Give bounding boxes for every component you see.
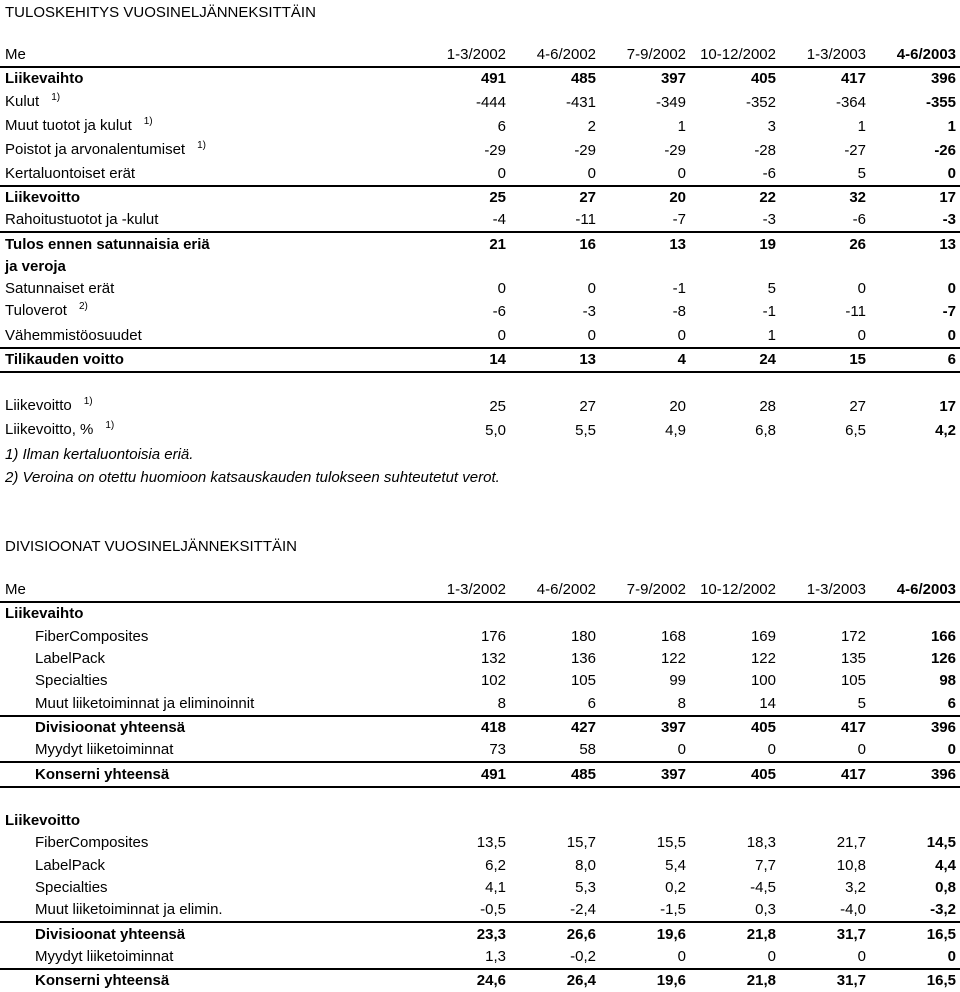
value-cell (870, 256, 960, 278)
value-cell: 396 (870, 716, 960, 739)
value-cell: 13 (600, 232, 690, 255)
quarterly-results-table (0, 44, 960, 443)
row-label (0, 419, 414, 443)
value-cell: 15,5 (656, 834, 686, 852)
value-cell: -431 (565, 93, 596, 111)
value-cell: 26,6 (510, 922, 600, 945)
value-cell: 418 (414, 716, 510, 739)
value-cell: -7 (672, 211, 686, 229)
value-cell: 58 (579, 741, 596, 759)
table-row (0, 692, 960, 715)
row-label-text: Satunnaiset erät (5, 280, 115, 298)
value-cell: 4,2 (935, 422, 956, 440)
value-cell: 417 (840, 70, 866, 88)
row-label-text: Tuloverot (5, 302, 67, 320)
value-cell: 172 (840, 627, 866, 645)
value-cell: 0 (497, 280, 506, 298)
group-heading-row (0, 810, 960, 832)
row-label: Konserni yhteensä (0, 762, 414, 786)
header-period: 10-12/2002 (690, 579, 780, 602)
table-row (0, 139, 960, 163)
value-cell: 485 (570, 70, 596, 88)
table-row (0, 209, 960, 232)
value-cell: 26,4 (510, 969, 600, 992)
value-cell: 4,4 (935, 856, 956, 874)
spacer-cell (0, 372, 960, 395)
value-cell: 14,5 (926, 834, 956, 852)
row-label (0, 163, 414, 186)
table-row (0, 186, 960, 209)
row-label (0, 67, 414, 90)
value-cell: 1,3 (485, 947, 506, 965)
row-label: FiberComposites (35, 627, 149, 645)
value-cell: 16,5 (870, 969, 960, 992)
spacer-row (0, 372, 960, 395)
value-cell: 7,7 (755, 856, 776, 874)
value-cell: 6 (587, 694, 596, 712)
row-label-text: Liikevoitto, % (5, 421, 94, 439)
row-label-text: ja veroja (5, 257, 66, 275)
value-cell: 21 (414, 232, 510, 255)
table-row (0, 395, 960, 419)
row-label: LabelPack (35, 856, 106, 874)
footnote-1: 1) Ilman kertaluontoisia eriä. (5, 446, 194, 463)
value-cell: 0,8 (935, 879, 956, 896)
value-cell: 21,8 (690, 922, 780, 945)
table-row (0, 739, 960, 762)
value-cell: 28 (759, 398, 776, 416)
value-cell: 168 (660, 627, 686, 645)
header-period: 4-6/2002 (510, 44, 600, 67)
table-row (0, 300, 960, 324)
table-row (0, 946, 960, 969)
value-cell: 0,2 (665, 879, 686, 896)
row-label: Myydyt liiketoiminnat (35, 741, 174, 759)
value-cell: 0 (767, 947, 776, 965)
footnote-marker: 2) (78, 301, 88, 313)
group-heading: Liikevoitto (5, 812, 81, 830)
value-cell: -28 (754, 141, 776, 159)
value-cell (690, 256, 780, 278)
value-cell: 25 (489, 398, 506, 416)
table-row (0, 163, 960, 186)
table-row (0, 626, 960, 648)
row-label: FiberComposites (35, 834, 149, 852)
value-cell: -444 (475, 93, 506, 111)
value-cell: 122 (750, 650, 776, 668)
value-cell: 0 (947, 164, 956, 182)
value-cell: 4,9 (665, 422, 686, 440)
row-label: Specialties (35, 879, 108, 896)
footnote-marker: 1) (105, 420, 115, 432)
table-row (0, 877, 960, 899)
row-label-text: Vähemmistöosuudet (5, 326, 142, 344)
row-label: LabelPack (35, 650, 106, 668)
table-row (0, 256, 960, 278)
footnote-marker: 1) (83, 396, 93, 408)
value-cell: 27 (510, 186, 600, 209)
row-label: Muut liiketoiminnat ja elimin. (35, 901, 223, 919)
row-label (0, 232, 414, 255)
value-cell (600, 256, 690, 278)
value-cell: -26 (934, 141, 956, 159)
value-cell: 2 (587, 117, 596, 135)
value-cell: 100 (750, 672, 776, 690)
value-cell: 5,5 (575, 422, 596, 440)
value-cell: 17 (939, 398, 956, 416)
footnote-marker: 1) (197, 139, 207, 151)
value-cell: 31,7 (780, 922, 870, 945)
value-cell: 1 (857, 117, 866, 135)
row-label (0, 256, 414, 278)
table-row (0, 716, 960, 739)
value-cell: 135 (840, 650, 866, 668)
value-cell: 22 (690, 186, 780, 209)
value-cell: 21,8 (690, 969, 780, 992)
value-cell: 25 (414, 186, 510, 209)
value-cell: -2,4 (570, 901, 596, 919)
group-heading: Liikevaihto (5, 605, 84, 623)
value-cell: 19 (690, 232, 780, 255)
value-cell: -352 (745, 93, 776, 111)
header-period: 4-6/2003 (870, 579, 960, 602)
row-label (0, 186, 414, 209)
value-cell: 417 (780, 762, 870, 786)
spacer-row (0, 787, 960, 810)
row-label (0, 139, 414, 163)
value-cell: 0 (497, 164, 506, 182)
value-cell: 6 (870, 348, 960, 372)
value-cell: -6 (852, 211, 866, 229)
header-unit: Me (0, 579, 414, 602)
row-label (0, 278, 414, 300)
value-cell: -11 (575, 211, 596, 229)
value-cell: 24,6 (414, 969, 510, 992)
value-cell: 4,1 (485, 879, 506, 896)
row-label: Specialties (35, 672, 108, 690)
value-cell: -349 (655, 93, 686, 111)
row-label-text: Rahoitustuotot ja -kulut (5, 211, 159, 229)
row-label-text: Liikevoitto (5, 397, 72, 415)
value-cell (510, 256, 600, 278)
value-cell: -3 (942, 211, 956, 229)
value-cell: -11 (845, 303, 866, 321)
value-cell: 397 (660, 70, 686, 88)
value-cell: 6 (497, 117, 506, 135)
value-cell: 6,5 (845, 422, 866, 440)
value-cell: 0,3 (755, 901, 776, 919)
row-label-text: Tulos ennen satunnaisia eriä (5, 235, 210, 253)
table-row (0, 899, 960, 922)
table-header-row (0, 579, 960, 602)
table-row (0, 969, 960, 992)
value-cell: -29 (484, 141, 506, 159)
row-label: Divisioonat yhteensä (0, 922, 414, 945)
value-cell: -4,5 (750, 879, 776, 896)
value-cell: 3,2 (845, 879, 866, 896)
value-cell: 5,3 (575, 879, 596, 896)
value-cell: 27 (579, 398, 596, 416)
value-cell: 0 (587, 280, 596, 298)
header-period: 4-6/2002 (510, 579, 600, 602)
header-period: 1-3/2003 (780, 579, 870, 602)
value-cell: 13 (510, 348, 600, 372)
value-cell: 0 (857, 326, 866, 344)
value-cell: 1 (947, 117, 956, 135)
value-cell: 19,6 (600, 969, 690, 992)
value-cell: 0 (497, 326, 506, 344)
table-row (0, 115, 960, 139)
value-cell: -3 (582, 303, 596, 321)
footnote-marker: 1) (51, 91, 61, 103)
value-cell: -29 (574, 141, 596, 159)
value-cell: 98 (939, 672, 956, 690)
value-cell: -3,2 (930, 901, 956, 919)
value-cell: -364 (835, 93, 866, 111)
value-cell: 405 (750, 70, 776, 88)
table-row (0, 278, 960, 300)
value-cell: 0 (587, 326, 596, 344)
row-label-text: Muut tuotot ja kulut (5, 116, 132, 134)
value-cell: 6,2 (485, 856, 506, 874)
table-row (0, 762, 960, 786)
value-cell: 0 (857, 741, 866, 759)
value-cell: 176 (480, 627, 506, 645)
value-cell (414, 256, 510, 278)
value-cell: 5,0 (485, 422, 506, 440)
value-cell: 5 (857, 164, 866, 182)
value-cell: 166 (930, 627, 956, 645)
value-cell: -7 (942, 303, 956, 321)
row-label: Konserni yhteensä (0, 969, 414, 992)
value-cell: 405 (690, 716, 780, 739)
header-period: 1-3/2002 (414, 44, 510, 67)
value-cell: 0 (947, 326, 956, 344)
value-cell: 105 (840, 672, 866, 690)
header-period: 10-12/2002 (690, 44, 780, 67)
value-cell: 20 (669, 398, 686, 416)
header-period: 7-9/2002 (600, 579, 690, 602)
value-cell: 15,7 (566, 834, 596, 852)
value-cell: 14 (759, 694, 776, 712)
value-cell: 16,5 (870, 922, 960, 945)
table-row (0, 232, 960, 255)
value-cell: 32 (780, 186, 870, 209)
value-cell: -29 (664, 141, 686, 159)
section1-title: TULOSKEHITYS VUOSINELJÄNNEKSITTÄIN (5, 4, 316, 21)
value-cell: 491 (414, 762, 510, 786)
footnote-2: 2) Veroina on otettu huomioon katsauskauden tulokseen suhteutetut verot. (5, 469, 500, 486)
value-cell: 105 (570, 672, 596, 690)
value-cell: 5,4 (665, 856, 686, 874)
value-cell: 14 (414, 348, 510, 372)
row-label-text: Kulut (5, 92, 40, 110)
value-cell: 397 (600, 716, 690, 739)
value-cell: -1 (672, 280, 686, 298)
table-row (0, 91, 960, 115)
value-cell: 136 (570, 650, 596, 668)
value-cell: 6,8 (755, 422, 776, 440)
footnote-marker: 1) (143, 115, 153, 127)
row-label-text: Kertaluontoiset erät (5, 164, 136, 182)
value-cell: 405 (690, 762, 780, 786)
value-cell: 5 (857, 694, 866, 712)
value-cell: 126 (930, 650, 956, 668)
value-cell: 0 (857, 947, 866, 965)
value-cell: 4 (600, 348, 690, 372)
row-label-text: Tilikauden voitto (5, 350, 124, 368)
table-row (0, 922, 960, 945)
table-header-row (0, 44, 960, 67)
row-label: Muut liiketoiminnat ja eliminoinnit (35, 694, 255, 712)
value-cell: -6 (762, 164, 776, 182)
value-cell: 8,0 (575, 856, 596, 874)
group-heading-row (0, 602, 960, 625)
value-cell: 0 (587, 164, 596, 182)
value-cell: 0 (677, 164, 686, 182)
value-cell: 396 (870, 762, 960, 786)
table-row (0, 855, 960, 877)
row-label (0, 209, 414, 232)
value-cell: -6 (492, 303, 506, 321)
table-row (0, 670, 960, 692)
value-cell: 13,5 (476, 834, 506, 852)
value-cell: 27 (849, 398, 866, 416)
value-cell: 73 (489, 741, 506, 759)
value-cell: 3 (767, 117, 776, 135)
value-cell: 397 (600, 762, 690, 786)
row-label (0, 348, 414, 372)
value-cell: -355 (925, 93, 956, 111)
value-cell: 26 (780, 232, 870, 255)
value-cell (780, 256, 870, 278)
value-cell: 18,3 (746, 834, 776, 852)
value-cell: 102 (480, 672, 506, 690)
value-cell: 8 (677, 694, 686, 712)
spacer-cell (0, 787, 960, 810)
value-cell: 180 (570, 627, 596, 645)
divisions-table (0, 579, 960, 992)
value-cell: 122 (660, 650, 686, 668)
table-row (0, 348, 960, 372)
value-cell: 132 (480, 650, 506, 668)
row-label (0, 115, 414, 139)
table-row (0, 324, 960, 347)
value-cell: 17 (870, 186, 960, 209)
value-cell: 24 (690, 348, 780, 372)
row-label-text: Liikevoitto (5, 189, 81, 207)
value-cell: -8 (672, 303, 686, 321)
value-cell: 0 (677, 741, 686, 759)
row-label (0, 395, 414, 419)
value-cell: 8 (497, 694, 506, 712)
value-cell: 0 (767, 741, 776, 759)
value-cell: 0 (677, 326, 686, 344)
value-cell: 23,3 (414, 922, 510, 945)
value-cell: 485 (510, 762, 600, 786)
value-cell: 0 (947, 741, 956, 759)
header-period: 4-6/2003 (870, 44, 960, 67)
row-label (0, 91, 414, 115)
value-cell: 0 (947, 280, 956, 298)
table-row (0, 419, 960, 443)
table-row (0, 67, 960, 90)
value-cell: -4,0 (840, 901, 866, 919)
value-cell: 0 (857, 280, 866, 298)
row-label (0, 300, 414, 324)
row-label: Divisioonat yhteensä (0, 716, 414, 739)
value-cell: 10,8 (836, 856, 866, 874)
header-period: 1-3/2002 (414, 579, 510, 602)
row-label (0, 324, 414, 347)
value-cell: 169 (750, 627, 776, 645)
value-cell: -1,5 (660, 901, 686, 919)
value-cell: -4 (492, 211, 506, 229)
row-label: Myydyt liiketoiminnat (35, 947, 174, 965)
header-period: 7-9/2002 (600, 44, 690, 67)
value-cell: 417 (780, 716, 870, 739)
value-cell: 427 (510, 716, 600, 739)
value-cell: 6 (947, 694, 956, 712)
row-label-text: Poistot ja arvonalentumiset (5, 140, 186, 158)
section2-title: DIVISIOONAT VUOSINELJÄNNEKSITTÄIN (5, 538, 298, 555)
value-cell: 99 (669, 672, 686, 690)
value-cell: 16 (510, 232, 600, 255)
value-cell: 5 (767, 280, 776, 298)
header-period: 1-3/2003 (780, 44, 870, 67)
table-row (0, 832, 960, 854)
row-label-text: Liikevaihto (5, 70, 84, 88)
value-cell: -27 (844, 141, 866, 159)
value-cell: 0 (677, 947, 686, 965)
value-cell: -0,2 (570, 947, 596, 965)
value-cell: 1 (677, 117, 686, 135)
value-cell: 0 (947, 947, 956, 965)
table-row (0, 648, 960, 670)
value-cell: -3 (762, 211, 776, 229)
value-cell: -1 (762, 303, 776, 321)
value-cell: 20 (600, 186, 690, 209)
value-cell: 491 (480, 70, 506, 88)
value-cell: 19,6 (600, 922, 690, 945)
value-cell: 396 (930, 70, 956, 88)
value-cell: 21,7 (836, 834, 866, 852)
value-cell: 1 (767, 326, 776, 344)
value-cell: 15 (780, 348, 870, 372)
header-unit: Me (0, 44, 414, 67)
value-cell: 13 (870, 232, 960, 255)
value-cell: -0,5 (480, 901, 506, 919)
value-cell: 31,7 (780, 969, 870, 992)
